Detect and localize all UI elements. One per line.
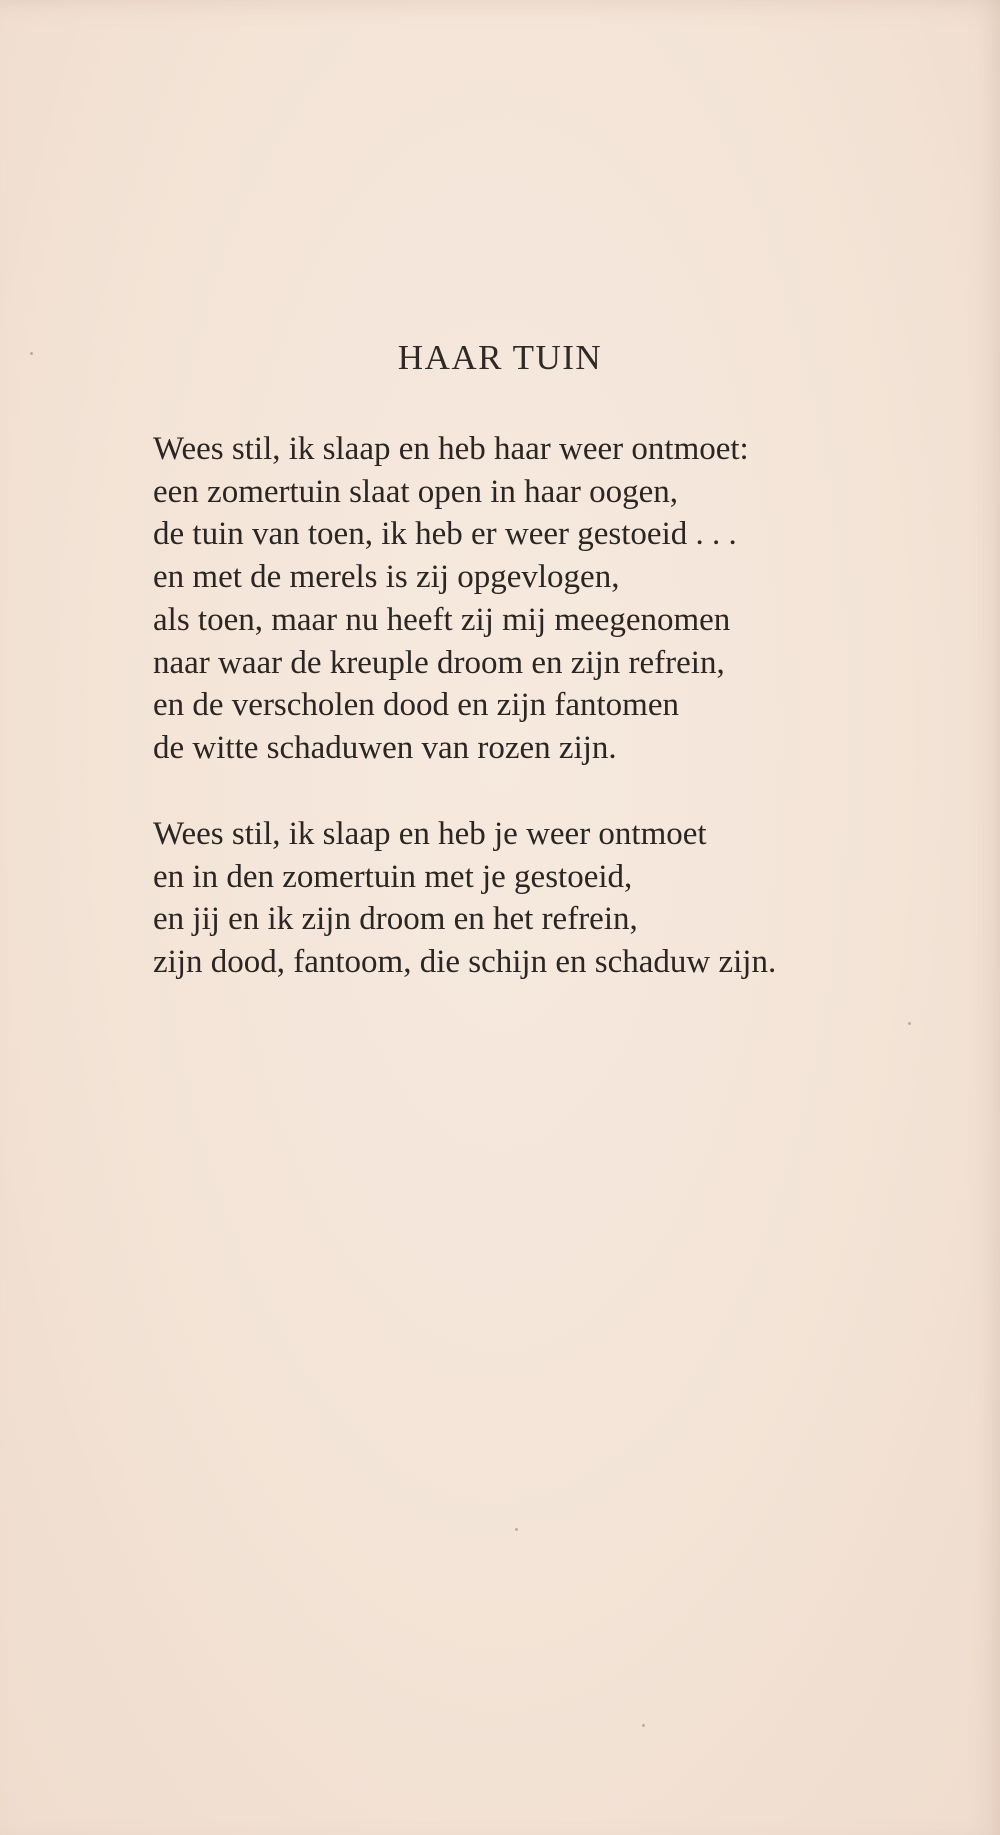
- poem-line: en jij en ik zijn droom en het refrein,: [153, 901, 638, 938]
- poem-line: de tuin van toen, ik heb er weer gestoeid . . .: [153, 516, 737, 553]
- poem-title: HAAR TUIN: [397, 338, 603, 377]
- paper-speck: [515, 1528, 518, 1531]
- poem-line: en met de merels is zij opgevlogen,: [153, 559, 620, 596]
- poem-line: en in den zomertuin met je gestoeid,: [153, 858, 633, 895]
- poem-line: en de verscholen dood en zijn fantomen: [153, 687, 679, 724]
- poem-line: naar waar de kreuple droom en zijn refrein,: [153, 644, 725, 681]
- stanza-1: [153, 428, 749, 770]
- stanza-2: [153, 813, 776, 984]
- poem-line: als toen, maar nu heeft zij mij meegenomen: [153, 601, 731, 638]
- paper-speck: [30, 352, 33, 355]
- paper-speck: [908, 1022, 911, 1025]
- poem-line: zijn dood, fantoom, die schijn en schaduw zijn.: [153, 944, 777, 981]
- poem-line: Wees stil, ik slaap en heb haar weer ontmoet:: [153, 431, 749, 467]
- paper-speck: [642, 1724, 645, 1727]
- poem-line: een zomertuin slaat open in haar oogen,: [153, 473, 679, 510]
- poem-line: de witte schaduwen van rozen zijn.: [153, 729, 617, 766]
- poem-line: Wees stil, ik slaap en heb je weer ontmoet: [153, 816, 707, 852]
